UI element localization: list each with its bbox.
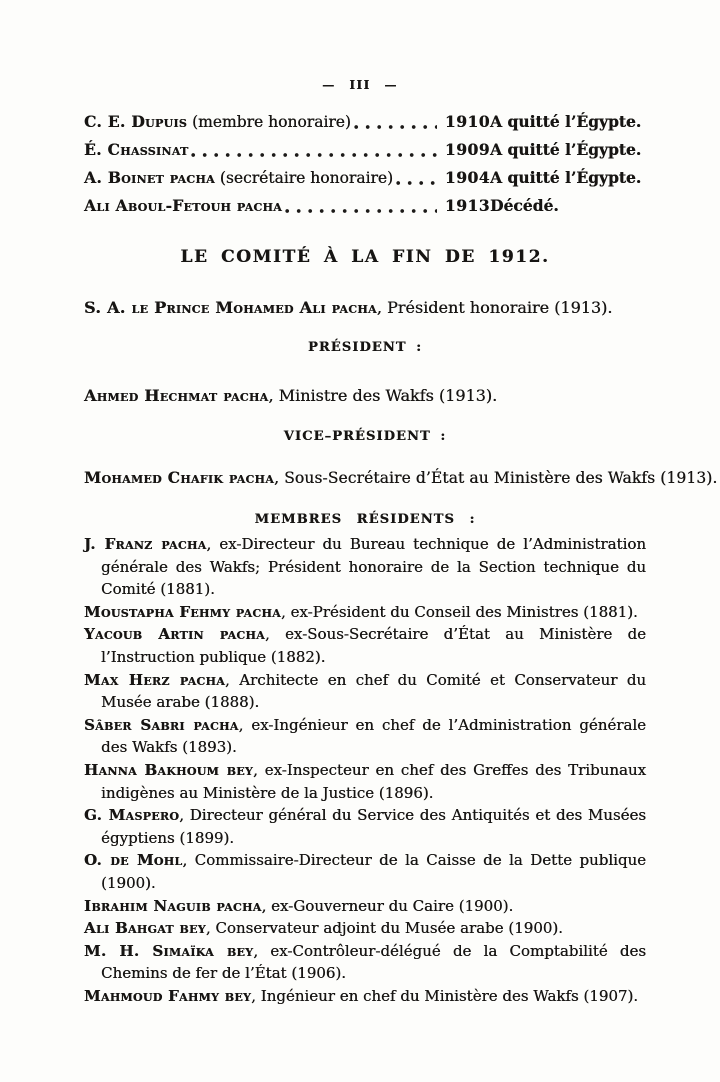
member-entry bbox=[84, 940, 646, 985]
table-row bbox=[84, 108, 646, 136]
member-name: Ali Bahgat bey bbox=[84, 919, 206, 938]
president-heading: PRÉSIDENT : bbox=[307, 339, 423, 355]
page-number: — III — bbox=[322, 78, 398, 92]
member-entry bbox=[84, 623, 646, 668]
member-desc: , ex-Inspecteur en chef des Greffes des Tribunaux indigènes au Ministère de la Justice (1896). bbox=[101, 760, 646, 802]
member-desc: , ex-Sous-Secrétaire d’État au Ministère de l’Instruction publique (1882). bbox=[101, 625, 646, 666]
member-name: Yacoub Artin pacha bbox=[84, 625, 265, 644]
member-entry bbox=[84, 917, 646, 940]
honorary-member-name-cell bbox=[84, 108, 351, 136]
honorary-members-table bbox=[84, 108, 646, 220]
vice-president-heading: VICE–PRÉSIDENT : bbox=[283, 428, 447, 444]
member-name: Max Herz pacha bbox=[84, 670, 225, 689]
retirement-year: 1904 bbox=[444, 168, 490, 187]
status-note: A quitté l’Égypte. bbox=[490, 112, 642, 131]
dot-leader bbox=[191, 136, 436, 164]
member-name: Moustapha Fehmy pacha bbox=[84, 602, 281, 621]
honorary-president-name: S. A. le Prince Mohamed Ali pacha bbox=[84, 298, 377, 317]
honorary-president-desc: , Président honoraire (1913). bbox=[376, 298, 613, 317]
member-entry bbox=[84, 759, 646, 804]
status-note: A quitté l’Égypte. bbox=[490, 140, 642, 159]
honorary-member-name-cell bbox=[84, 192, 282, 220]
member-desc: , ex-Gouverneur du Caire (1900). bbox=[261, 896, 514, 915]
member-entry bbox=[84, 533, 646, 601]
honorary-member-name: Ali Aboul-Fetouh pacha bbox=[84, 196, 282, 215]
member-entry bbox=[84, 985, 646, 1008]
honorary-president-line bbox=[84, 296, 646, 319]
member-name: Ibrahim Naguib pacha bbox=[84, 896, 262, 915]
honorary-member-name-cell bbox=[84, 164, 393, 192]
dot-leader bbox=[285, 192, 437, 220]
resident-members-list bbox=[84, 533, 646, 1007]
resident-members-heading: MEMBRES RÉSIDENTS : bbox=[254, 511, 476, 527]
honorary-member-name: É. Chassinat bbox=[84, 140, 189, 159]
member-name: Mahmoud Fahmy bey bbox=[84, 986, 252, 1005]
member-desc: , ex-Contrôleur-délégué de la Comptabilité des Chemins de fer de l’État (1906). bbox=[101, 941, 646, 983]
honorary-member-detail: (secrétaire honoraire) bbox=[214, 169, 394, 187]
member-entry bbox=[84, 601, 646, 624]
table-row bbox=[84, 136, 646, 164]
member-name: M. H. Simaïka bey bbox=[84, 941, 254, 960]
table-row bbox=[84, 164, 646, 192]
dot-leader bbox=[396, 164, 437, 192]
honorary-member-name-cell bbox=[84, 136, 188, 164]
retirement-year: 1909 bbox=[444, 140, 490, 159]
member-name: G. Maspero bbox=[84, 806, 180, 825]
table-row bbox=[84, 192, 646, 220]
status-note: A quitté l’Égypte. bbox=[490, 168, 642, 187]
member-desc: , Conservateur adjoint du Musée arabe (1900). bbox=[205, 919, 563, 938]
member-entry bbox=[84, 669, 646, 714]
president-name: Ahmed Hechmat pacha bbox=[84, 386, 269, 405]
member-name: Sâber Sabri pacha bbox=[84, 715, 239, 734]
honorary-member-detail: (membre honoraire) bbox=[187, 113, 351, 131]
member-desc: , Ingénieur en chef du Ministère des Wakfs (1907). bbox=[251, 986, 639, 1005]
vice-president-desc: , Sous-Secrétaire d’État au Ministère des Wakfs (1913). bbox=[274, 468, 718, 487]
member-desc: , Commissaire-Directeur de la Caisse de la Dette publique (1900). bbox=[101, 851, 646, 892]
retirement-year: 1910 bbox=[444, 112, 490, 131]
president-line bbox=[84, 384, 646, 407]
status-note: Décédé. bbox=[490, 196, 559, 215]
member-entry bbox=[84, 714, 646, 759]
member-entry bbox=[84, 849, 646, 894]
member-entry bbox=[84, 895, 646, 918]
honorary-member-name: A. Boinet pacha bbox=[84, 168, 215, 187]
president-desc: , Ministre des Wakfs (1913). bbox=[268, 386, 498, 405]
member-desc: , ex-Ingénieur en chef de l’Administration générale des Wakfs (1893). bbox=[101, 715, 646, 757]
retirement-year: 1913 bbox=[444, 196, 490, 215]
honorary-member-name: C. E. Dupuis bbox=[84, 112, 188, 131]
member-desc: , Directeur général du Service des Antiquités et des Musées égyptiens (1899). bbox=[101, 806, 646, 847]
member-name: Hanna Bakhoum bey bbox=[84, 760, 254, 779]
dot-leader bbox=[354, 108, 437, 136]
member-desc: , Architecte en chef du Comité et Conservateur du Musée arabe (1888). bbox=[101, 670, 646, 712]
vice-president-name: Mohamed Chafik pacha bbox=[84, 467, 275, 487]
member-desc: , ex-Directeur du Bureau technique de l’Administration générale des Wakfs; Président honoraire de la Section technique du Comité (1881). bbox=[101, 535, 646, 599]
vice-president-line bbox=[84, 466, 718, 490]
member-name: O. de Mohl bbox=[84, 851, 183, 870]
member-entry bbox=[84, 804, 646, 849]
member-name: J. Franz pacha bbox=[84, 535, 207, 553]
member-desc: , ex-Président du Conseil des Ministres (1881). bbox=[280, 602, 638, 621]
page-title: LE COMITÉ À LA FIN DE 1912. bbox=[180, 247, 550, 268]
